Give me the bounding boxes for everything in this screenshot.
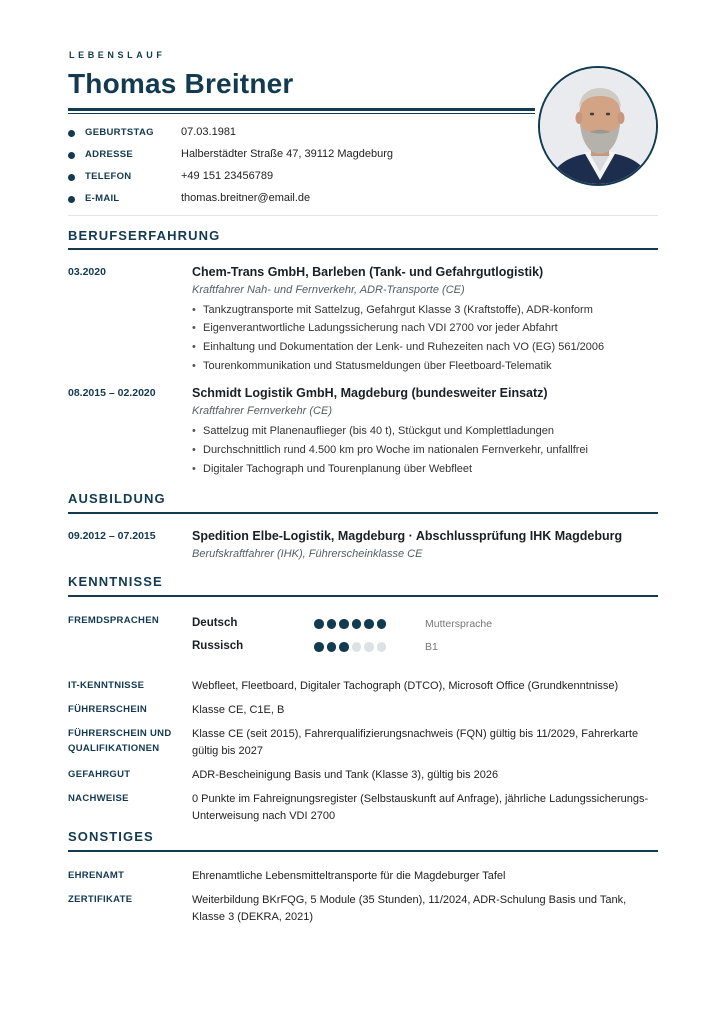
rating-dot-empty: [352, 642, 362, 652]
entry-bullet: • Tourenkommunikation und Statusmeldungen über Fleetboard-Telematik: [192, 360, 552, 372]
entry-subtitle: Kraftfahrer Fernverkehr (CE): [192, 405, 332, 417]
rating-dot-filled: [339, 642, 349, 652]
entry-bullet: • Tankzugtransporte mit Sattelzug, Gefahrgut Klasse 3 (Kraftstoffe), ADR-konform: [192, 304, 593, 316]
language-level: B1: [425, 641, 438, 653]
person-name: Thomas Breitner: [68, 68, 294, 99]
entry-date: 03.2020: [68, 266, 106, 278]
other-label: EHRENAMT: [68, 870, 125, 881]
language-level: Muttersprache: [425, 618, 493, 630]
entry-bullet: • Einhaltung und Dokumentation der Lenk- und Ruhezeiten nach VO (EG) 561/2006: [192, 341, 605, 353]
section-heading-other: SONSTIGES: [68, 829, 154, 844]
header-rule-thin: [68, 113, 535, 114]
rating-dot-filled: [339, 619, 349, 629]
bullet-dot-icon: [68, 196, 75, 203]
other-label: ZERTIFIKATE: [68, 894, 133, 905]
skill-label: FÜHRERSCHEIN: [68, 704, 148, 715]
rating-dot-empty: [377, 642, 387, 652]
rating-dot-filled: [352, 619, 362, 629]
skill-value: Webfleet, Fleetboard, Digitaler Tachograph (DTCO), Microsoft Office (Grundkenntnisse): [192, 680, 619, 692]
section-heading-education: AUSBILDUNG: [68, 491, 166, 506]
entry-subtitle: Kraftfahrer Nah- und Fernverkehr, ADR-Transporte (CE): [192, 284, 465, 296]
personal-value: Halberstädter Straße 47, 39112 Magdeburg: [181, 148, 393, 160]
language-rating-deutsch: [314, 619, 386, 629]
personal-row-address: [68, 148, 468, 164]
rating-dot-filled: [327, 619, 337, 629]
personal-label: ADRESSE: [85, 149, 134, 160]
section-rule: [68, 850, 658, 852]
entry-date: 08.2015 – 02.2020: [68, 387, 156, 399]
personal-label: E-MAIL: [85, 193, 120, 204]
skill-value: Klasse CE, C1E, B: [192, 704, 285, 716]
profile-photo: [538, 66, 658, 186]
bullet-dot-icon: [68, 174, 75, 181]
personal-row-email: [68, 192, 468, 208]
section-heading-experience: BERUFSERFAHRUNG: [68, 228, 221, 243]
rating-dot-filled: [314, 642, 324, 652]
entry-title: Spedition Elbe-Logistik, Magdeburg · Abschlussprüfung IHK Magdeburg: [192, 529, 623, 543]
document-overline: LEBENSLAUF: [69, 50, 166, 60]
skill-value: ADR-Bescheinigung Basis und Tank (Klasse 3), gültig bis 2026: [192, 769, 499, 781]
entry-bullet: • Eigenverantwortliche Ladungssicherung nach VDI 2700 vor jeder Abfahrt: [192, 322, 558, 334]
bullet-dot-icon: [68, 130, 75, 137]
bullet-dot-icon: [68, 152, 75, 159]
personal-label: TELEFON: [85, 171, 132, 182]
personal-value[interactable]: +49 151 23456789: [181, 170, 274, 182]
section-heading-skills: KENNTNISSE: [68, 574, 163, 589]
section-rule: [68, 248, 658, 250]
bullet-icon: •: [192, 360, 196, 372]
entry-subtitle: Berufskraftfahrer (IHK), Führerscheinklasse CE: [192, 548, 423, 560]
divider: [68, 215, 658, 216]
portrait-photo-icon: [540, 68, 658, 186]
personal-row-phone: [68, 170, 468, 186]
personal-value[interactable]: thomas.breitner@email.de: [181, 192, 311, 204]
language-name: Deutsch: [192, 617, 238, 629]
rating-dot-filled: [327, 642, 337, 652]
other-value: Ehrenamtliche Lebensmitteltransporte für die Magdeburger Tafel: [192, 870, 506, 882]
bullet-icon: •: [192, 341, 196, 353]
rating-dot-filled: [314, 619, 324, 629]
entry-date: 09.2012 – 07.2015: [68, 530, 156, 542]
header-rule-thick: [68, 108, 535, 111]
skill-label-languages: FREMDSPRACHEN: [68, 615, 159, 626]
language-name: Russisch: [192, 640, 244, 652]
bullet-icon: •: [192, 304, 196, 316]
skill-label: NACHWEISE: [68, 793, 129, 804]
personal-value: 07.03.1981: [181, 126, 237, 138]
bullet-icon: •: [192, 322, 196, 334]
personal-label: GEBURTSTAG: [85, 127, 154, 138]
rating-dot-filled: [364, 619, 374, 629]
entry-bullet: • Durchschnittlich rund 4.500 km pro Woche im nationalen Fernverkehr, unfallfrei: [192, 444, 588, 456]
rating-dot-empty: [364, 642, 374, 652]
section-rule: [68, 512, 658, 514]
entry-bullet: • Sattelzug mit Planenauflieger (bis 40 t), Stückgut und Komplettladungen: [192, 425, 554, 437]
rating-dot-filled: [377, 619, 387, 629]
other-value: Weiterbildung BKrFQG, 5 Module (35 Stunden), 11/2024, ADR-Schulung Basis und Tank, Klasse 3 (DEKRA, 2021): [192, 894, 627, 923]
section-rule: [68, 595, 658, 597]
skill-label: IT-KENNTNISSE: [68, 680, 145, 691]
bullet-icon: •: [192, 444, 196, 456]
entry-title: Chem-Trans GmbH, Barleben (Tank- und Gefahrgutlogistik): [192, 265, 544, 279]
skill-value: Klasse CE (seit 2015), Fahrerqualifizierungsnachweis (FQN) gültig bis 11/2029, Fahrerkarte gültig bis 2027: [192, 728, 639, 757]
personal-row-birthday: [68, 126, 468, 142]
bullet-icon: •: [192, 463, 196, 475]
bullet-icon: •: [192, 425, 196, 437]
skill-label: FÜHRERSCHEIN UND QUALIFIKATIONEN: [68, 728, 172, 754]
entry-bullet: • Digitaler Tachograph und Tourenplanung über Webfleet: [192, 463, 473, 475]
language-rating-russisch: [314, 642, 386, 652]
skill-value: 0 Punkte im Fahreignungsregister (Selbstauskunft auf Anfrage), jährliche Ladungssicherungs-Unterweisung nach VDI 2700: [192, 793, 649, 822]
skill-label: GEFAHRGUT: [68, 769, 131, 780]
entry-title: Schmidt Logistik GmbH, Magdeburg (bundesweiter Einsatz): [192, 386, 548, 400]
